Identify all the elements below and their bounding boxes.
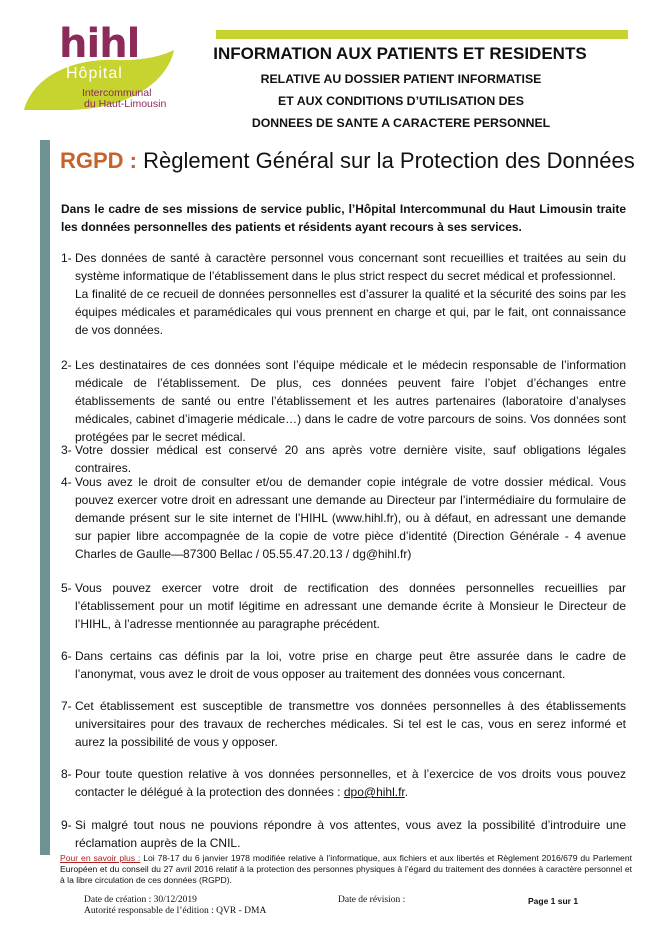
- item-text: La finalité de ce recueil de données personnelles est d’assurer la qualité et la sécurité des soins par les équipes médicales et paramédicales qui vous prennent en charge et qui, par le fait, ont connaissance de vos données.: [75, 287, 626, 337]
- footnote-text: Loi 78-17 du 6 janvier 1978 modifiée relative à l’informatique, aux fichiers et aux libertés et Règlement 2016/679 du Parlement Européen et du conseil du 27 avril 2016 relatif à la protection des personnes physiques à l’égard du traitement des données à caractère personnel et à la libre circulation de ces données (RGPD).: [60, 853, 632, 885]
- item-text: Vous pouvez exercer votre droit de rectification des données personnelles recueillies par l’établissement pour un motif légitime en adressant une demande écrite à Monsieur le Directeur de l’HIHL, à l’adresse mentionnée au paragraphe précédent.: [75, 581, 626, 631]
- page-number: Page 1 sur 1: [528, 896, 579, 906]
- logo-subtitle: Intercommunal: [82, 87, 152, 99]
- item-number: 2-: [61, 358, 72, 372]
- logo-wordmark: hihl: [59, 21, 140, 67]
- list-item: [61, 473, 626, 563]
- section-heading: [60, 148, 635, 174]
- footnote: [60, 853, 632, 886]
- item-text: Vous avez le droit de consulter et/ou de demander copie intégrale de votre dossier médical. Vous pouvez exercer votre droit en adressant une demande au Directeur par l’intermédiaire du formulaire de demande présent sur le site internet de l’HIHL (www.hihl.fr), ou à défaut, en adressant une demande sur papier libre accompagnée de la copie de votre pièce d’identité (Direction Générale - 4 avenue Charles de Gaulle—87300 Bellac / 05.55.47.20.13 / dg@hihl.fr): [75, 475, 626, 561]
- header-accent-bar: [216, 30, 628, 39]
- item-text: Votre dossier médical est conservé 20 ans après votre dernière visite, sauf obligations légales contraires.: [75, 443, 626, 475]
- item-text: Les destinataires de ces données sont l’équipe médicale et le médecin responsable de l’information médicale de l’établissement. De plus, ces données peuvent faire l’objet d’échanges entre établissements de santé ou entre l’établissement et les autres partenaires (laboratoire d’analyses médicales, cabinet d’imagerie médicale…) dans le cadre de votre parcours de soins. Vos données sont protégées par le secret médical.: [75, 358, 626, 444]
- logo-hopital: Hôpital: [66, 65, 123, 82]
- list-item: [61, 816, 626, 852]
- item-number: 6-: [61, 649, 72, 663]
- item-number: 1-: [61, 251, 72, 265]
- document-subtitle: DONNEES DE SANTE A CARACTERE PERSONNEL: [251, 116, 551, 130]
- item-number: 7-: [61, 699, 72, 713]
- document-subtitle: ET AUX CONDITIONS D’UTILISATION DES: [278, 94, 524, 108]
- item-number: 8-: [61, 767, 72, 781]
- logo-subtitle: du Haut-Limousin: [84, 98, 167, 110]
- list-item: [61, 765, 626, 801]
- document-title: INFORMATION AUX PATIENTS ET RESIDENTS: [213, 44, 587, 63]
- list-item: [61, 697, 626, 751]
- hospital-logo: [22, 22, 177, 112]
- item-text: .: [404, 785, 409, 799]
- item-number: 9-: [61, 818, 72, 832]
- intro-paragraph: Dans le cadre de ses missions de service public, l’Hôpital Intercommunal du Haut Limousin traite les données personnelles des patients et résidents ayant recours à ses services.: [61, 202, 626, 234]
- item-text: Cet établissement est susceptible de transmettre vos données personnelles à des établissements universitaires pour des travaux de recherches médicales. Si tel est le cas, vous en serez informé et aurez la possibilité de vous y opposer.: [75, 699, 626, 749]
- item-number: 3-: [61, 443, 72, 457]
- item-text: Si malgré tout nous ne pouvions répondre à vos attentes, vous avez la possibilité d’introduire une réclamation auprès de la CNIL.: [75, 818, 626, 850]
- document-subtitle: RELATIVE AU DOSSIER PATIENT INFORMATISE: [260, 72, 542, 86]
- rgpd-acronym: RGPD :: [60, 148, 137, 173]
- revision-date: Date de révision :: [338, 895, 406, 905]
- creation-date: Date de création : 30/12/2019: [84, 895, 197, 905]
- item-text: Des données de santé à caractère personnel vous concernant sont recueillies et traitées au sein du système informatique de l’établissement dans le plus strict respect du secret médical et professionnel.: [75, 251, 626, 283]
- rgpd-title: Règlement Général sur la Protection des Données: [143, 148, 635, 173]
- list-item: [61, 356, 626, 446]
- item-text: Pour toute question relative à vos données personnelles, et à l’exercice de vos droits vous pouvez contacter le délégué à la protection des données :: [75, 767, 626, 799]
- list-item: [61, 647, 626, 683]
- dpo-email-link[interactable]: dpo@hihl.fr: [343, 785, 405, 799]
- list-item: [61, 441, 626, 477]
- edition-authority: Autorité responsable de l’édition : QVR - DMA: [84, 906, 267, 916]
- item-text: Dans certains cas définis par la loi, votre prise en charge peut être assurée dans le cadre de l’anonymat, vous avez le droit de vous opposer au traitement des données vous concernant.: [75, 649, 626, 681]
- list-item: [61, 249, 626, 339]
- item-number: 4-: [61, 475, 72, 489]
- list-item: [61, 579, 626, 633]
- item-number: 5-: [61, 581, 72, 595]
- footnote-label: Pour en savoir plus :: [60, 853, 141, 863]
- side-stripe: [40, 140, 50, 855]
